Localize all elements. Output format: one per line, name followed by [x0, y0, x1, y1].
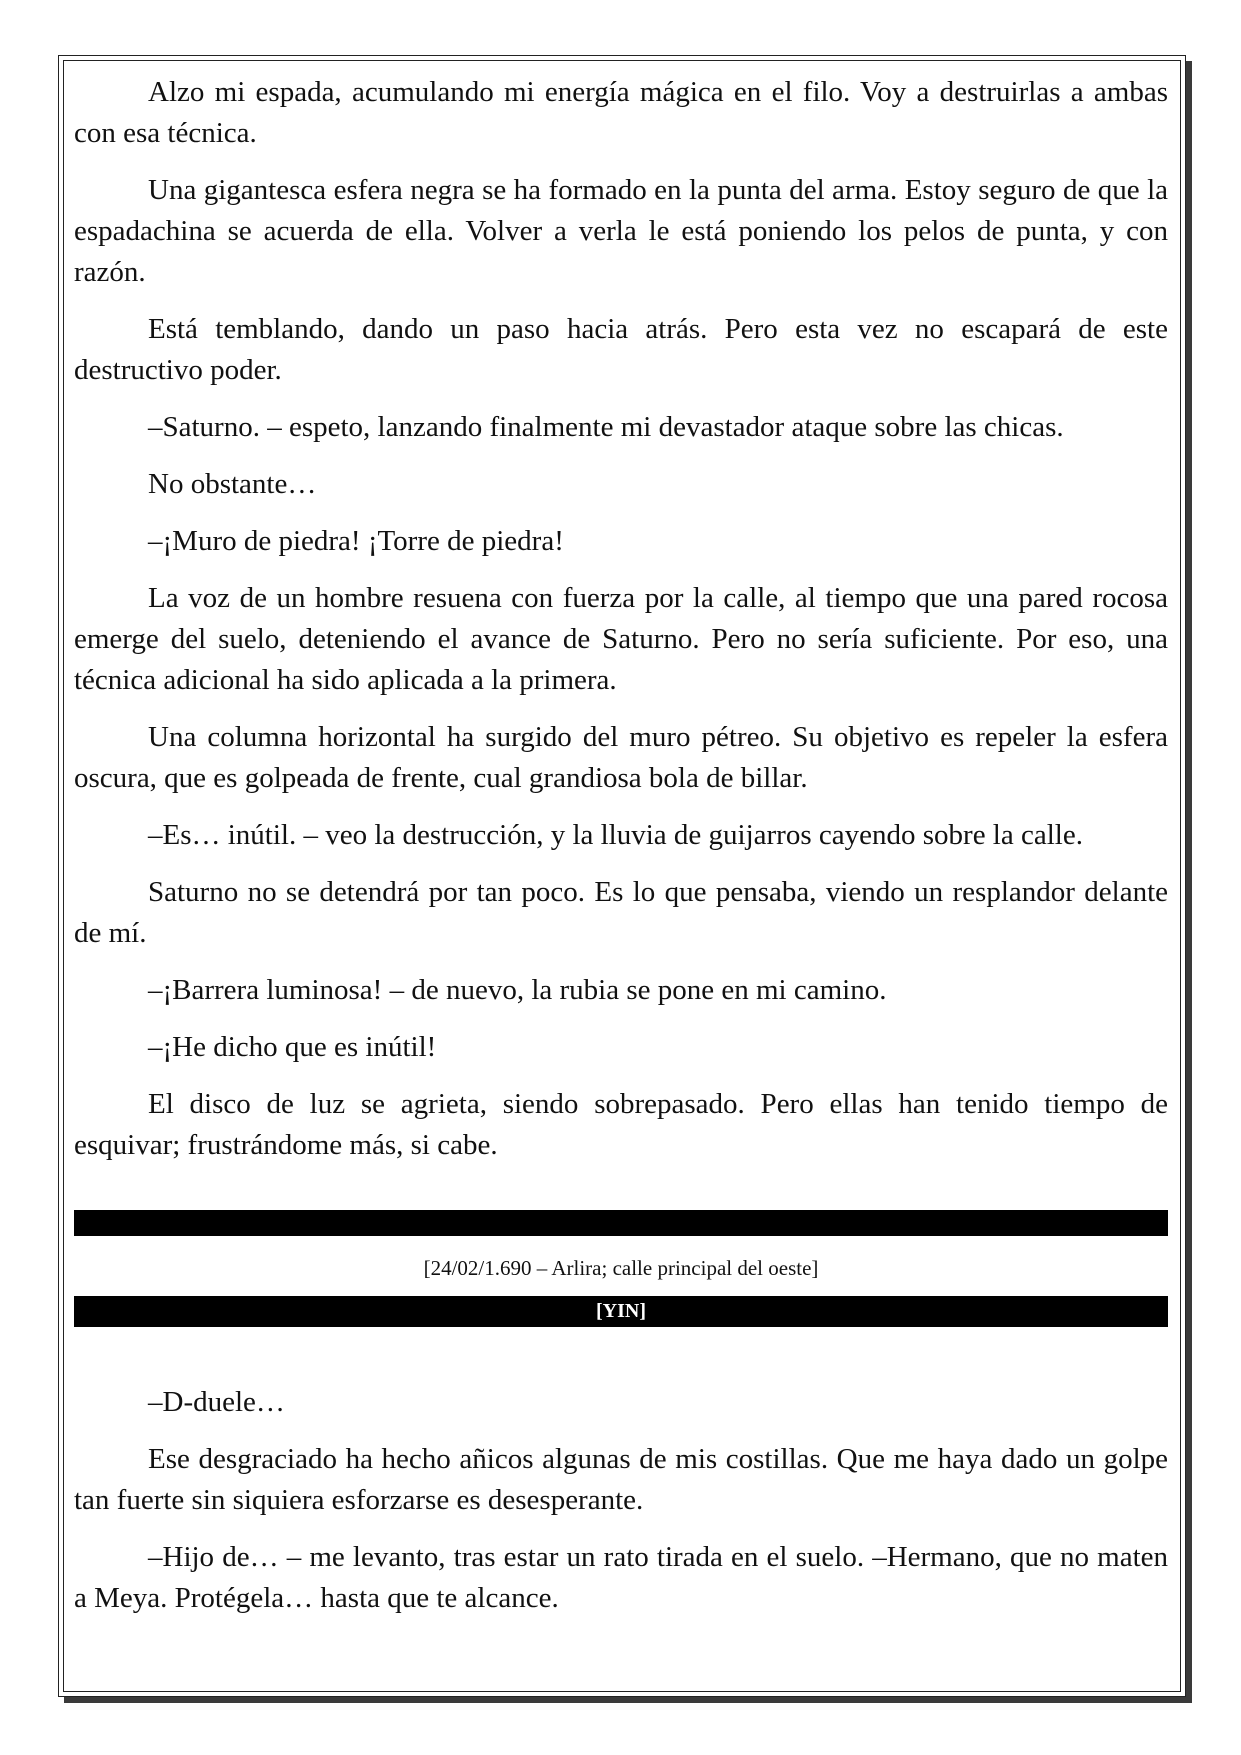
paragraph: No obstante…: [148, 468, 317, 500]
paragraph: Una columna horizontal ha surgido del muro pétreo. Su objetivo es repeler la esfera oscura, que es golpeada de frente, cual grandiosa bola de billar.: [74, 721, 1168, 794]
paragraph: Ese desgraciado ha hecho añicos algunas de mis costillas. Que me haya dado un golpe tan fuerte sin siquiera esforzarse es desesperante.: [74, 1443, 1168, 1516]
dialogue-paragraph: –Hijo de… – me levanto, tras estar un rato tirada en el suelo. –Hermano, que no maten a Meya. Protégela… hasta que te alcance.: [74, 1541, 1168, 1614]
dialogue-paragraph: –¡Muro de piedra! ¡Torre de piedra!: [148, 525, 564, 557]
pov-label: [YIN]: [74, 1296, 1168, 1327]
paragraph: El disco de luz se agrieta, siendo sobrepasado. Pero ellas han tenido tiempo de esquivar; frustrándome más, si cabe.: [74, 1088, 1168, 1161]
dialogue-paragraph: –Es… inútil. – veo la destrucción, y la lluvia de guijarros cayendo sobre la calle.: [148, 819, 1083, 851]
after-break-section: [74, 1382, 1168, 1619]
dialogue-paragraph: –¡Barrera luminosa! – de nuevo, la rubia se pone en mi camino.: [148, 974, 887, 1006]
paragraph: Saturno no se detendrá por tan poco. Es lo que pensaba, viendo un resplandor delante de mí.: [74, 876, 1168, 949]
dialogue-paragraph: –D-duele…: [148, 1386, 285, 1418]
dialogue-paragraph: –¡He dicho que es inútil!: [148, 1031, 437, 1063]
paragraph: Una gigantesca esfera negra se ha formado en la punta del arma. Estoy seguro de que la espadachina se acuerda de ella. Volver a verla le está poniendo los pelos de punta, y con razón.: [74, 174, 1168, 288]
scene-break-top-bar: [74, 1210, 1168, 1236]
scene-break: [74, 1210, 1168, 1327]
paragraph: Está temblando, dando un paso hacia atrás. Pero esta vez no escapará de este destructivo poder.: [74, 313, 1168, 386]
dialogue-paragraph: –Saturno. – espeto, lanzando finalmente mi devastador ataque sobre las chicas.: [148, 411, 1064, 443]
paragraph: La voz de un hombre resuena con fuerza por la calle, al tiempo que una pared rocosa emerge del suelo, deteniendo el avance de Saturno. Pero no sería suficiente. Por eso, una técnica adicional ha sido aplicada a la primera.: [74, 582, 1168, 696]
page-content: [74, 72, 1168, 1635]
paragraph: Alzo mi espada, acumulando mi energía mágica en el filo. Voy a destruirlas a ambas con esa técnica.: [74, 76, 1168, 149]
scene-info: [24/02/1.690 – Arlira; calle principal del oeste]: [423, 1256, 819, 1280]
